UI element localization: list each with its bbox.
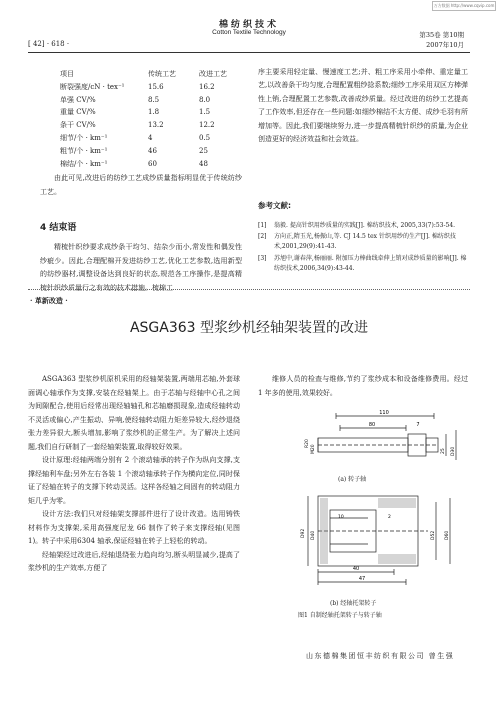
section-heading-conclusion: 4 结束语 — [40, 223, 77, 233]
journal-title-cn: 棉纺织技术 — [218, 20, 279, 30]
table-row — [60, 81, 239, 94]
table-cell: 棉结/个 · km⁻¹ — [60, 159, 108, 168]
body-paragraph: 设计方法:我们只对经轴架支撑部件进行了设计改造。选用铸铁材料作为支撑架,采用高强度尼龙 66 制作了转子来支撑经轴(见图1)。转子中采用6304 轴承,保证经轴在转子上轻松的转动。 — [28, 510, 240, 545]
table-header-cell: 项目 — [60, 70, 74, 78]
table-cell: 15.6 — [148, 82, 164, 91]
article-body-right: 维修人员的检查与维修,节约了浆纱成本和设备维修费用。经过 1 年多的使用,效果较好。 — [258, 375, 468, 397]
table-cell: 0.5 — [199, 133, 211, 142]
dim-label: D40 — [311, 530, 316, 540]
page-number: [ 42] · 618 · — [28, 40, 70, 48]
dim-label: 7 — [416, 422, 420, 428]
dim-label: 10 — [338, 515, 344, 520]
dim-label: 2 — [388, 515, 391, 520]
table-cell: 46 — [148, 146, 157, 155]
table-cell: 16.2 — [199, 82, 215, 91]
conclusion-paragraph: 精梳针织纱要求成纱条干均匀、结杂少而小,常发性和偶发性纱疵少。因此,合理配棉开发进纺纱工艺,优化工艺参数,选用新型的纺纱器材,调整设备达到良好的状态,规范各工序操作,是提高精梳针织纱质量行之有效的技术措施。梳棉工 — [40, 243, 242, 292]
table-cell: 断裂强度/cN · tex⁻¹ — [60, 82, 125, 91]
table-cell: 25 — [199, 146, 208, 155]
table-row — [60, 119, 239, 132]
references-heading: 参考文献: — [258, 201, 291, 210]
table-cell: 细节/个 · km⁻¹ — [60, 133, 108, 142]
reference-item — [258, 254, 472, 274]
journal-title-en: Cotton Textile Technology — [212, 29, 286, 36]
reference-text: 翁毅. 提高针织用纱质量的实践[J]. 棉纺织技术, 2005,33(7):53-54. — [274, 222, 456, 229]
reference-item — [258, 232, 472, 252]
volume-issue: 第35卷 第10期 — [419, 31, 464, 39]
figure-a-caption: (a) 转子轴 — [338, 476, 367, 483]
reference-text: 苏旭中,谢春萍,杨丽丽. 附加压力棒曲线牵伸上销对成纱质量的影响[J]. 棉纺织技术,2006,34(9):43-44. — [274, 254, 467, 272]
table-note-paragraph: 由此可见,改进后的纺纱工艺成纱质量指标明显优于传统纺纱工艺。 — [40, 174, 242, 196]
table-cell: 48 — [199, 159, 208, 168]
table-cell: 单强 CV/% — [60, 95, 96, 104]
figure-1-caption: 图1 自制经轴托架转子与转子轴 — [298, 612, 382, 619]
column-tag: · 革新改造 · — [30, 296, 68, 305]
table-cell: 4 — [148, 133, 153, 142]
dim-label: D92 — [301, 528, 306, 538]
dim-label: D52 — [431, 530, 436, 540]
issue-info — [419, 30, 464, 50]
article-title: ASGA363 型浆纱机经轴架装置的改进 — [129, 320, 369, 336]
dim-label: 80 — [368, 422, 376, 428]
dim-label: R20 — [305, 439, 310, 448]
author-affiliation: 山东德棉集团恒丰纺织有限公司 曾生强 — [306, 652, 455, 660]
article-body-left — [28, 373, 240, 576]
table-row — [60, 158, 239, 171]
reference-number: [3] — [258, 254, 267, 262]
figure-b-caption: (b) 经轴托架转子 — [330, 600, 377, 607]
table-header-cell: 传统工艺 — [148, 70, 176, 78]
table-row — [60, 145, 239, 158]
dim-label: D30 — [451, 446, 456, 456]
table-cell: 8.0 — [199, 95, 211, 104]
issue-date: 2007年10月 — [426, 41, 464, 49]
body-paragraph: ASGA363 型浆纱机原机采用的经轴架装置,两端用芯轴,外套球面调心轴承作为支撑,安装在经轴架上。由于芯轴与经轴中心孔之间为间隙配合,使用后经常出现经轴轴孔和芯轴磨损现象,造成经轴转动不灵活或偏心,产生振动、异响,使经轴转动阻力矩差异较大,经纱退绕张力差异很大,断头增加,影响了浆纱机的正常生产。为了解决上述问题,我们自行研制了一套经轴架装置,取得较好效果。 — [28, 375, 240, 451]
table-cell: 条干 CV/% — [60, 121, 96, 130]
table-cell: 1.5 — [199, 108, 211, 117]
watermark-badge: 万方数据 http://www.cqvip.com — [432, 1, 496, 11]
figure-a-rotor-shaft — [258, 404, 472, 472]
table-cell: 13.2 — [148, 121, 164, 130]
figure-b-bracket-rotor — [258, 488, 472, 596]
dim-label: M20 — [311, 444, 316, 454]
dim-label: 25 — [441, 448, 446, 454]
dim-label: D60 — [445, 530, 450, 540]
reference-number: [1] — [258, 222, 267, 229]
table-cell: 重量 CV/% — [60, 108, 96, 117]
table-cell: 8.5 — [148, 95, 160, 104]
table-cell: 1.8 — [148, 108, 160, 117]
dim-label: 47 — [358, 576, 366, 582]
table-cell: 粗节/个 · km⁻¹ — [60, 146, 108, 155]
right-column-paragraph: 序主要采用轻定量、慢速度工艺;并、粗工序采用小牵伸、重定量工艺,以改善条干均匀度,合理配置粗纱捻系数;细纱工序采用双区方棒弹性上销,合理配置工艺参数,改善成纱质量。经过改进的纺纱工艺提高了工作效率,但还存在一些问题:如细纱棉结不太方便、成纱毛羽有所增加等。因此,我们要继续努力,进一步提高精梳针织纱的质量,为企业创造更好的经济效益和社会效益。 — [258, 68, 468, 144]
table-row — [60, 132, 239, 145]
table-header-row — [60, 68, 239, 81]
article-divider — [28, 289, 470, 290]
body-paragraph: 设计原理:经轴两端分别有 2 个滚动轴承的转子作为纵向支撑,支撑经轴利车盘;另外左右各装 1 个滚动轴承转子作为横向定位,同时保证了经轴在转子的支撑下转动灵活。这样各经轴之间固有的转动阻力矩几乎为零。 — [28, 456, 240, 505]
dim-label: 40 — [352, 566, 360, 572]
table-cell: 60 — [148, 159, 157, 168]
body-paragraph: 经轴架经过改进后,经轴退绕张力趋向均匀,断头明显减少,提高了浆纱机的生产效率,方便了 — [28, 550, 240, 572]
header-rule — [28, 52, 470, 53]
table-header-cell: 改进工艺 — [199, 70, 227, 78]
table-cell: 12.2 — [199, 121, 215, 130]
reference-text: 方向正,隋玉光,杨振山,等. CJ 14.5 tex 针织用纱的生产[J]. 棉纺织技术,2001,29(9):41-43. — [274, 233, 456, 251]
references-list — [258, 221, 472, 275]
reference-number: [2] — [258, 233, 267, 241]
table-row — [60, 94, 239, 107]
dim-label: 110 — [379, 410, 389, 416]
quality-table — [60, 68, 239, 170]
reference-item — [258, 221, 472, 231]
table-row — [60, 106, 239, 119]
